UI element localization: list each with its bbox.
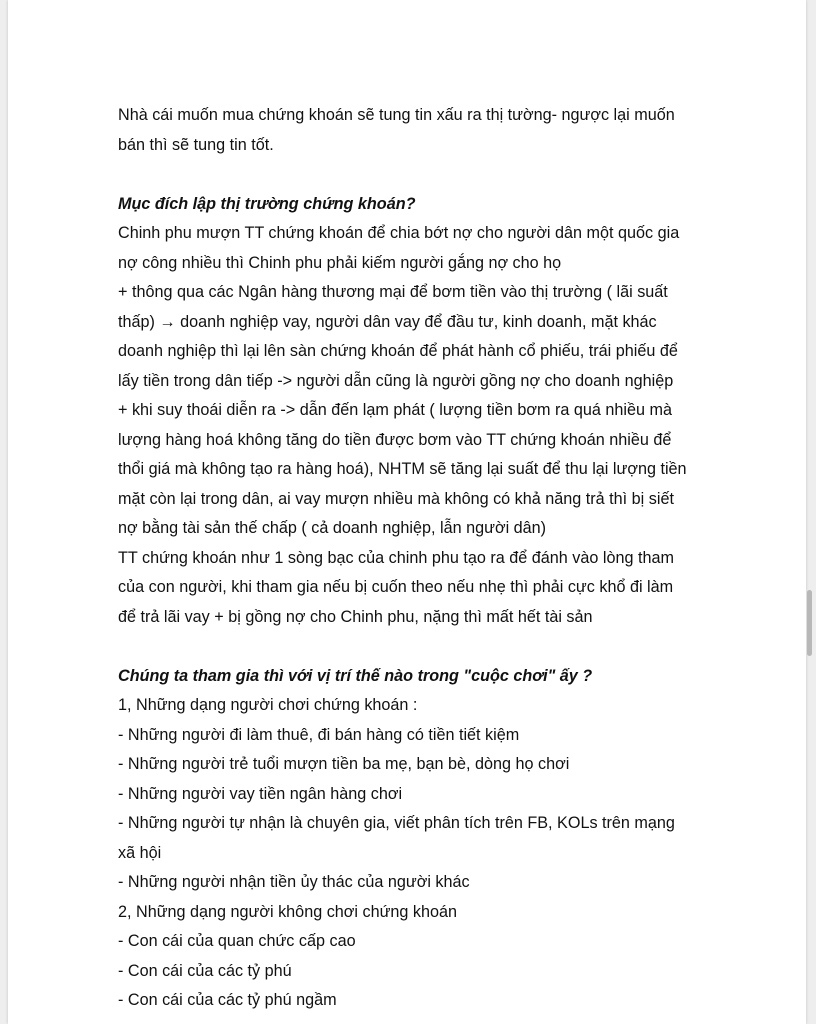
list-line: - Những người tự nhận là chuyên gia, viết phân tích trên FB, KOLs trên mạng <box>118 814 675 832</box>
list-line: - Con cái của quan chức cấp cao <box>118 932 356 950</box>
body-line: của con người, khi tham gia nếu bị cuốn theo nếu nhẹ thì phải cực khổ đi làm <box>118 578 674 596</box>
body-line: TT chứng khoán như 1 sòng bạc của chinh phu tạo ra để đánh vào lòng tham <box>118 548 674 567</box>
body-line: + khi suy thoái diễn ra -> dẫn đến lạm phát ( lượng tiền bơm ra quá nhiều mà <box>118 401 672 419</box>
body-line: lượng hàng hoá không tăng do tiền được bơm vào TT chứng khoán nhiều để <box>118 430 672 449</box>
body-line: mặt còn lại trong dân, ai vay mượn nhiều mà không có khả năng trả thì bị siết <box>118 489 674 508</box>
list-line: - Những người vay tiền ngân hàng chơi <box>118 784 403 803</box>
intro-line: Nhà cái muốn mua chứng khoán sẽ tung tin xấu ra thị tường- ngược lại muốn <box>118 106 675 124</box>
paragraph-gap <box>118 632 718 662</box>
body-line: + thông qua các Ngân hàng thương mại để bơm tiền vào thị trường ( lãi suất <box>118 283 668 301</box>
section-heading-participation: Chúng ta tham gia thì với vị trí thế nào trong "cuộc chơi" ấy ? <box>118 666 593 685</box>
body-line: thấp) → doanh nghiệp vay, người dân vay để đầu tư, kinh doanh, mặt khác <box>118 312 657 331</box>
list-line: - Con cái của các tỷ phú <box>118 961 292 980</box>
list-line: xã hội <box>118 843 162 862</box>
intro-line: bán thì sẽ tung tin tốt. <box>118 135 274 154</box>
section-heading-purpose: Mục đích lập thị trường chứng khoán? <box>118 194 416 213</box>
document-content <box>118 101 718 1016</box>
list-line: - Những người trẻ tuổi mượn tiền ba mẹ, bạn bè, dòng họ chơi <box>118 755 570 773</box>
body-line: để trả lãi vay + bị gồng nợ cho Chinh phu, nặng thì mất hết tài sản <box>118 607 593 626</box>
body-line: lấy tiền trong dân tiếp -> người dẫn cũng là người gồng nợ cho doanh nghiệp <box>118 371 674 390</box>
body-line: Chinh phu mượn TT chứng khoán để chia bớt nợ cho người dân một quốc gia <box>118 224 680 242</box>
body-line: doanh nghiệp thì lại lên sàn chứng khoán để phát hành cổ phiếu, trái phiếu để <box>118 342 678 360</box>
body-line: nợ công nhiều thì Chinh phu phải kiếm người gắng nợ cho họ <box>118 253 562 272</box>
document-page <box>8 0 806 1024</box>
vertical-scrollbar[interactable] <box>807 590 812 656</box>
list-line: 2, Những dạng người không chơi chứng khoán <box>118 902 458 921</box>
list-line: - Những người nhận tiền ủy thác của người khác <box>118 873 470 891</box>
list-line: - Con cái của các tỷ phú ngầm <box>118 991 337 1009</box>
list-line: 1, Những dạng người chơi chứng khoán : <box>118 696 418 714</box>
list-line: - Những người đi làm thuê, đi bán hàng có tiền tiết kiệm <box>118 725 520 744</box>
paragraph-gap <box>118 160 718 190</box>
body-line: nợ bằng tài sản thế chấp ( cả doanh nghiệp, lẫn người dân) <box>118 519 547 537</box>
body-line: thổi giá mà không tạo ra hàng hoá), NHTM sẽ tăng lại suất để thu lại lượng tiền <box>118 460 687 478</box>
